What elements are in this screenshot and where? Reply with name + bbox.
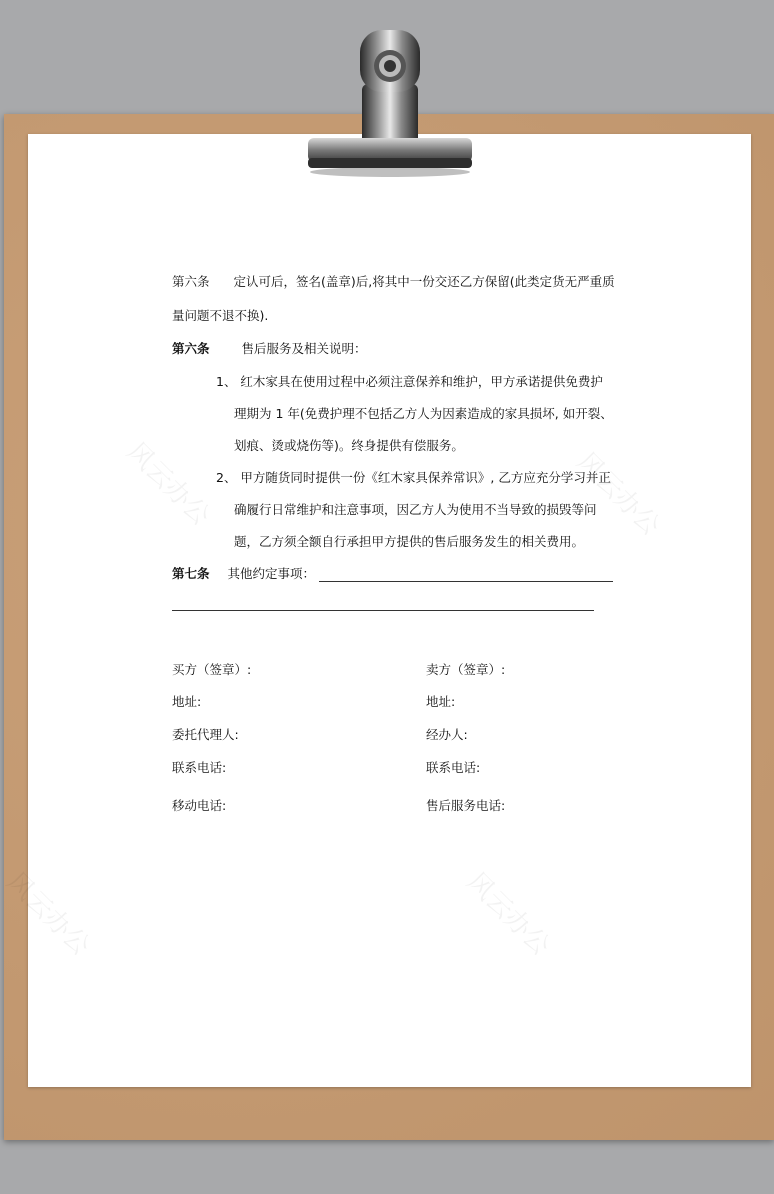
seller-address-label: 地址:: [426, 694, 456, 709]
buyer-address-label: 地址:: [172, 694, 202, 709]
other-terms-blank[interactable]: [319, 569, 613, 582]
article-6a-line-1: [172, 272, 615, 290]
article-6a-line-2: 量问题不退不换).: [172, 308, 269, 323]
seller-phone-label: 联系电话:: [426, 760, 481, 775]
buyer-agent-label: 委托代理人:: [172, 727, 239, 742]
binder-clip-icon: [300, 26, 480, 178]
seller-handler-label: 经办人:: [426, 727, 468, 742]
list-item-2-line-2: 确履行日常维护和注意事项，因乙方人为使用不当导致的损毁等问: [234, 502, 597, 517]
article-text: 定认可后，签名(盖章)后,将其中一份交还乙方保留(此类定货无严重质: [233, 274, 615, 289]
list-item-1-line-2: 理期为 1 年(免费护理不包括乙方人为因素造成的家具损坏, 如开裂、: [234, 406, 613, 421]
article-title: 第六条: [172, 341, 210, 356]
list-item-1-line-3: 划痕、烫或烧伤等)。终身提供有偿服务。: [234, 438, 464, 453]
article-7-line: [172, 564, 613, 582]
buyer-mobile-label: 移动电话:: [172, 798, 227, 813]
watermark: 风云办公: [0, 866, 96, 962]
article-title: 第六条: [172, 274, 210, 289]
section-heading: 售后服务及相关说明：: [241, 341, 367, 356]
other-terms-blank-line-2[interactable]: [172, 610, 594, 611]
article-6b-heading: [172, 339, 367, 357]
list-item-2-line-3: 题，乙方须全额自行承担甲方提供的售后服务发生的相关费用。: [234, 534, 585, 549]
watermark: 风云办公: [460, 866, 556, 962]
buyer-sign-label: 买方（签章）:: [172, 662, 252, 677]
seller-sign-label: 卖方（签章）:: [426, 662, 506, 677]
watermark: 风云办公: [570, 446, 666, 542]
other-terms-label: 其他约定事项：: [227, 566, 315, 581]
list-item-1-line-1: 1、 红木家具在使用过程中必须注意保养和维护，甲方承诺提供免费护: [216, 374, 603, 389]
article-title: 第七条: [172, 566, 210, 581]
seller-service-phone-label: 售后服务电话:: [426, 798, 506, 813]
list-item-2-line-1: 2、 甲方随货同时提供一份《红木家具保养常识》, 乙方应充分学习并正: [216, 470, 611, 485]
watermark: 风云办公: [120, 436, 216, 532]
buyer-phone-label: 联系电话:: [172, 760, 227, 775]
